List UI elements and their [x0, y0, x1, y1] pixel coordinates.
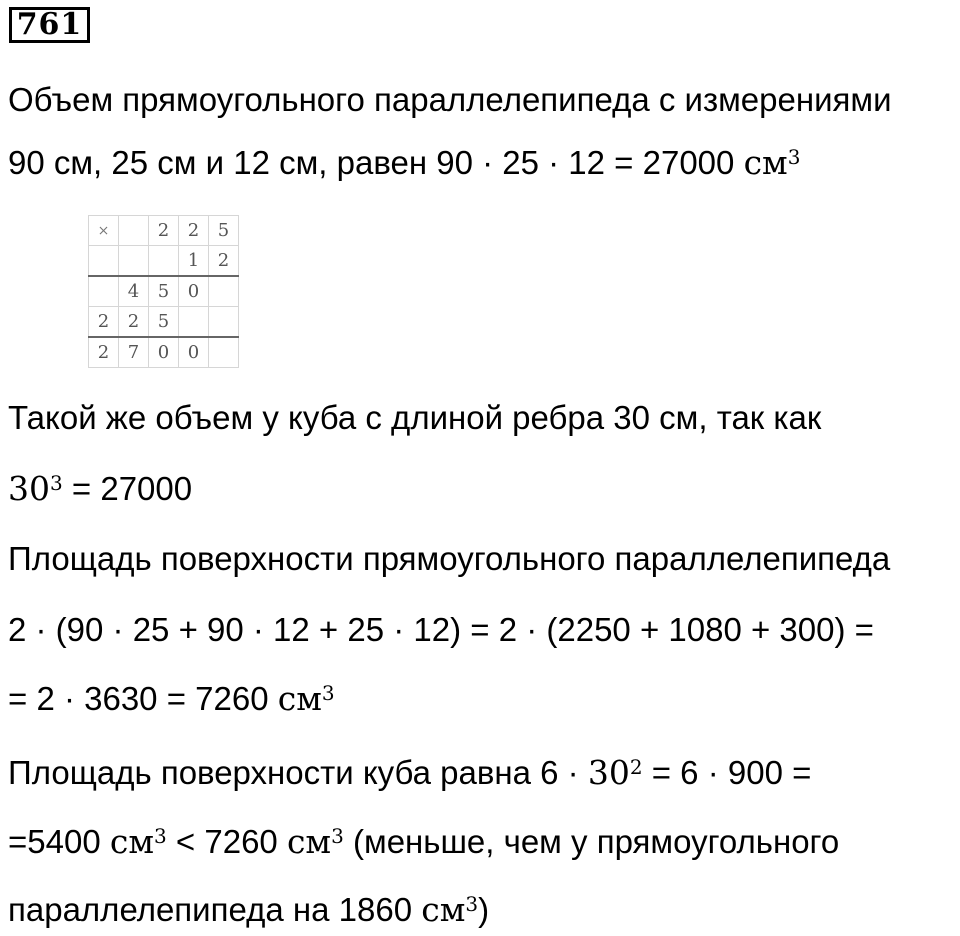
digit-cell: [209, 276, 239, 307]
text-line-9: [8, 822, 839, 862]
text-line-10-rest: ): [478, 891, 490, 928]
digit-cell: [119, 216, 149, 246]
exponent: 3: [50, 471, 63, 495]
text-line-4-rest: = 27000: [62, 470, 193, 507]
text-line-4: [8, 469, 192, 509]
digit-cell: 0: [149, 337, 179, 368]
text-line-10-main: параллелепипеда на 1860: [8, 891, 422, 928]
text-line-2: [8, 143, 800, 183]
text-line-6: 2 · (90 · 25 + 90 · 12 + 25 · 12) = 2 · (2250 + 1080 + 300) =: [8, 611, 874, 648]
power-base: 30: [587, 753, 630, 792]
exponent: 3: [331, 824, 344, 848]
multiplication-row: [89, 216, 239, 246]
exponent: 2: [629, 755, 643, 779]
digit-cell: [179, 307, 209, 338]
exponent: 3: [321, 681, 335, 705]
unit-cm: см: [277, 679, 322, 718]
text-line-9-mid: < 7260: [166, 823, 287, 860]
digit-cell: 0: [179, 276, 209, 307]
digit-cell: 2: [179, 216, 209, 246]
digit-cell: [89, 246, 119, 277]
digit-cell: 2: [89, 307, 119, 338]
digit-cell: 2: [89, 337, 119, 368]
multiplication-row: [89, 246, 239, 277]
multiplication-row: [89, 337, 239, 368]
column-multiplication: [88, 215, 239, 368]
digit-cell: [209, 337, 239, 368]
text-line-1: Объем прямоугольного параллелепипеда с измерениями: [8, 81, 892, 118]
multiplication-row: [89, 276, 239, 307]
digit-cell: 5: [149, 276, 179, 307]
exponent: 3: [465, 892, 479, 916]
digit-cell: 0: [179, 337, 209, 368]
text-line-7-main: = 2 · 3630 = 7260: [8, 680, 278, 717]
text-line-2-main: 90 см, 25 см и 12 см, равен 90 · 25 · 12 = 27000: [8, 144, 744, 181]
digit-cell: 5: [209, 216, 239, 246]
digit-cell: 5: [149, 307, 179, 338]
text-line-7: [8, 679, 335, 719]
text-line-3: Такой же объем у куба с длиной ребра 30 см, так как: [8, 399, 822, 436]
multiplication-row: [89, 307, 239, 338]
text-line-8-rest: = 6 · 900 =: [642, 754, 812, 791]
power-base: 30: [8, 469, 50, 508]
text-line-8: [8, 753, 811, 793]
digit-cell: 7: [119, 337, 149, 368]
digit-cell: 2: [119, 307, 149, 338]
unit-cm: см: [421, 890, 466, 929]
digit-cell: 4: [119, 276, 149, 307]
digit-cell: [209, 307, 239, 338]
digit-cell: [119, 246, 149, 277]
text-line-5: Площадь поверхности прямоугольного параллелепипеда: [8, 540, 891, 577]
exponent: 3: [787, 145, 801, 169]
unit-cm: см: [743, 143, 788, 182]
multiply-sign: ×: [89, 216, 119, 246]
digit-cell: [149, 246, 179, 277]
text-line-8-main: Площадь поверхности куба равна 6 ·: [8, 754, 588, 791]
text-line-10: [8, 890, 489, 930]
exponent: 3: [154, 824, 167, 848]
problem-number: 761: [9, 7, 90, 43]
text-line-9-rest: (меньше, чем у прямоугольного: [343, 823, 840, 860]
text-line-9-main: =5400: [8, 823, 110, 860]
unit-cm: см: [286, 822, 332, 861]
unit-cm: см: [109, 822, 155, 861]
digit-cell: [89, 276, 119, 307]
digit-cell: 2: [209, 246, 239, 277]
digit-cell: 2: [149, 216, 179, 246]
digit-cell: 1: [179, 246, 209, 277]
